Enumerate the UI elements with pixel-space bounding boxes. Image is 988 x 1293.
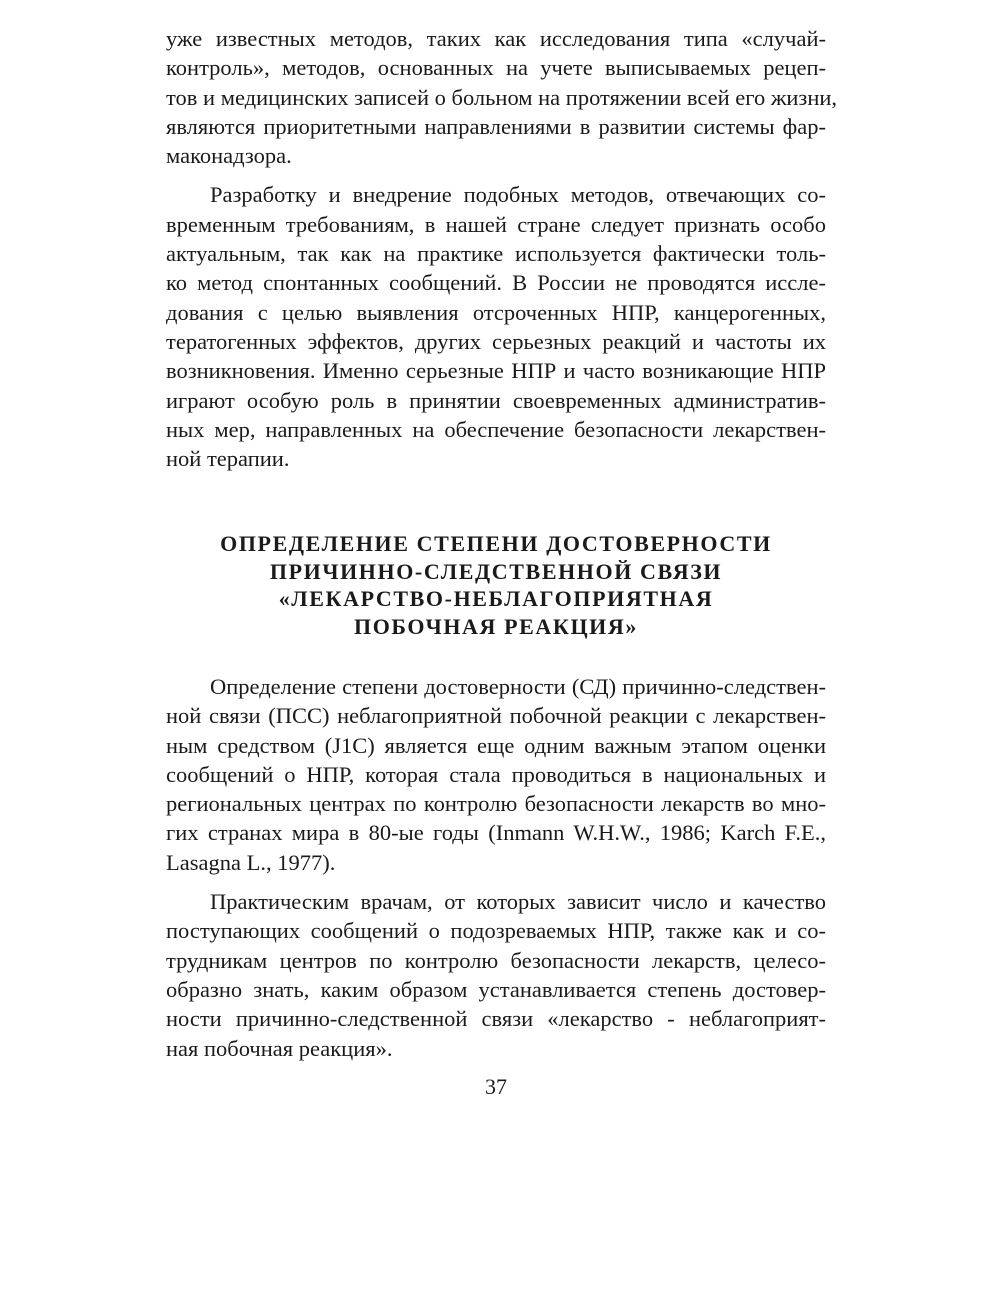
text-line: ности причинно-следственной связи «лекарство - неблагоприят- <box>166 1006 826 1032</box>
text-line: ной терапии. <box>166 446 290 472</box>
text-line: уже известных методов, таких как исследования типа «случай- <box>166 26 826 51</box>
text-line: являются приоритетными направлениями в развитии системы фар- <box>166 113 826 139</box>
text-line: ная побочная реакция». <box>166 1035 393 1061</box>
text-line: временным требованиям, в нашей стране следует признать особо <box>166 211 826 237</box>
text-line: тератогенных эффектов, других серьезных реакций и частоты их <box>166 328 826 354</box>
heading-line: ОПРЕДЕЛЕНИЕ СТЕПЕНИ ДОСТОВЕРНОСТИ <box>220 531 772 556</box>
text-line: актуальным, так как на практике используется фактически толь- <box>166 241 826 267</box>
text-line: возникновения. Именно серьезные НПР и часто возникающие НПР <box>166 358 826 384</box>
text-line: Lasagna L., 1977). <box>166 849 336 875</box>
document-page <box>166 24 838 1099</box>
text-line: играют особую роль в принятии своевременных административ- <box>166 387 826 413</box>
page-number: 37 <box>485 1074 507 1099</box>
text-line: Практическим врачам, от которых зависит число и качество <box>210 889 826 915</box>
text-line: поступающих сообщений о подозреваемых НПР, также как и со- <box>166 918 826 944</box>
paragraph-1 <box>166 24 838 170</box>
text-line: Разработку и внедрение подобных методов, отвечающих со- <box>210 182 826 208</box>
text-line: трудникам центров по контролю безопасности лекарств, целесо- <box>166 947 826 973</box>
text-line: маконадзора. <box>166 143 292 169</box>
text-line: сообщений о НПР, которая стала проводиться в национальных и <box>166 761 826 787</box>
heading-line: ПОБОЧНАЯ РЕАКЦИЯ» <box>354 613 638 639</box>
paragraph-3 <box>166 672 826 877</box>
text-line: тов и медицинских записей о больном на протяжении всей его жизни, <box>166 84 838 110</box>
section-heading <box>166 530 826 640</box>
section-intro <box>166 24 838 473</box>
text-line: гих странах мира в 80-ые годы (Inmann W.H.W., 1986; Karch F.E., <box>166 820 826 846</box>
text-line: ных мер, направленных на обеспечение безопасности лекарствен- <box>166 416 826 442</box>
text-line: региональных центрах по контролю безопасности лекарств во мно- <box>166 791 826 817</box>
text-line: ной связи (ПСС) неблагоприятной побочной реакции с лекарствен- <box>166 703 826 729</box>
heading-line: «ЛЕКАРСТВО-НЕБЛАГОПРИЯТНАЯ <box>278 586 714 611</box>
text-line: дования с целью выявления отсроченных НПР, канцерогенных, <box>166 299 826 325</box>
heading-line: ПРИЧИННО-СЛЕДСТВЕННОЙ СВЯЗИ <box>269 558 723 584</box>
text-line: образно знать, каким образом устанавливается степень достовер- <box>166 976 826 1002</box>
paragraph-4 <box>166 887 826 1063</box>
text-line: ным средством (J1C) является еще одним важным этапом оценки <box>166 732 826 758</box>
section-body <box>166 672 826 1073</box>
text-line: контроль», методов, основанных на учете выписываемых рецеп- <box>166 55 826 81</box>
paragraph-2 <box>166 180 826 473</box>
text-line: Определение степени достоверности (СД) причинно-следствен- <box>210 674 826 699</box>
text-line: ко метод спонтанных сообщений. В России не проводятся иссле- <box>166 270 826 296</box>
